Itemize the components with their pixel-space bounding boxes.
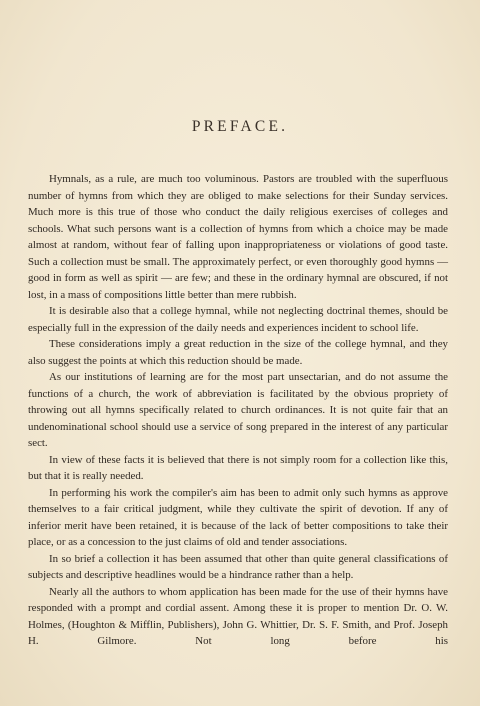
paragraph: These considerations imply a great reduction in the size of the college hymnal, and they also suggest the points at which this reduction should be made. [28,338,448,367]
paragraph: As our institutions of learning are for the most part unsectarian, and do not assume the functions of a church, the work of abbreviation is facilitated by the obvious propriety of throwing out all hymns specifically related to church ordinances. It is not quite fair that an undenominational school should use a service of song prepared in the interest of any particular sect. [28,371,448,449]
paragraph: It is desirable also that a college hymnal, while not neglecting doctrinal themes, should be especially full in the expression of the daily needs and experiences incident to school life. [28,305,448,334]
paragraph: In so brief a collection it has been assumed that other than quite general classifications of subjects and descriptive headlines would be a hindrance rather than a help. [28,552,448,581]
page-title: PREFACE. [191,118,289,135]
paragraph: Hymnals, as a rule, are much too voluminous. Pastors are troubled with the superfluous number of hymns from which they are obliged to make selections for their Sunday services. Much more is this true of those who conduct the daily religious exercises of colleges and schools. What such persons want is a collection of hymns from which a choice may be made almost at random, without fear of falling upon inappropriateness or violations of good taste. Such a collection must be small. The approximately perfect, or even thoroughly good hymns — good in form as well as spirit — are few; and these in the ordinary hymnal are obscured, if not lost, in a mass of compositions little better than mere rubbish. [28,173,448,301]
paragraph: Nearly all the authors to whom application has been made for the use of their hymns have responded with a prompt and cordial assent. Among these it is proper to mention Dr. O. W. Holmes, (Houghton & Mifflin, Publishers), John G. Whittier, Dr. S. F. Smith, and Prof. Joseph H. Gilmore. Not long before his [28,585,448,647]
preface-body [28,171,448,650]
paragraph: In performing his work the compiler's aim has been to admit only such hymns as approve themselves to a fair critical judgment, while they cultivate the spirit of devotion. If any of inferior merit have been retained, it is because of the lack of better compositions to take their place, or as a concession to the just claims of old and tender associations. [28,486,448,548]
paragraph: In view of these facts it is believed that there is not simply room for a collection like this, but that it is really needed. [28,453,448,482]
